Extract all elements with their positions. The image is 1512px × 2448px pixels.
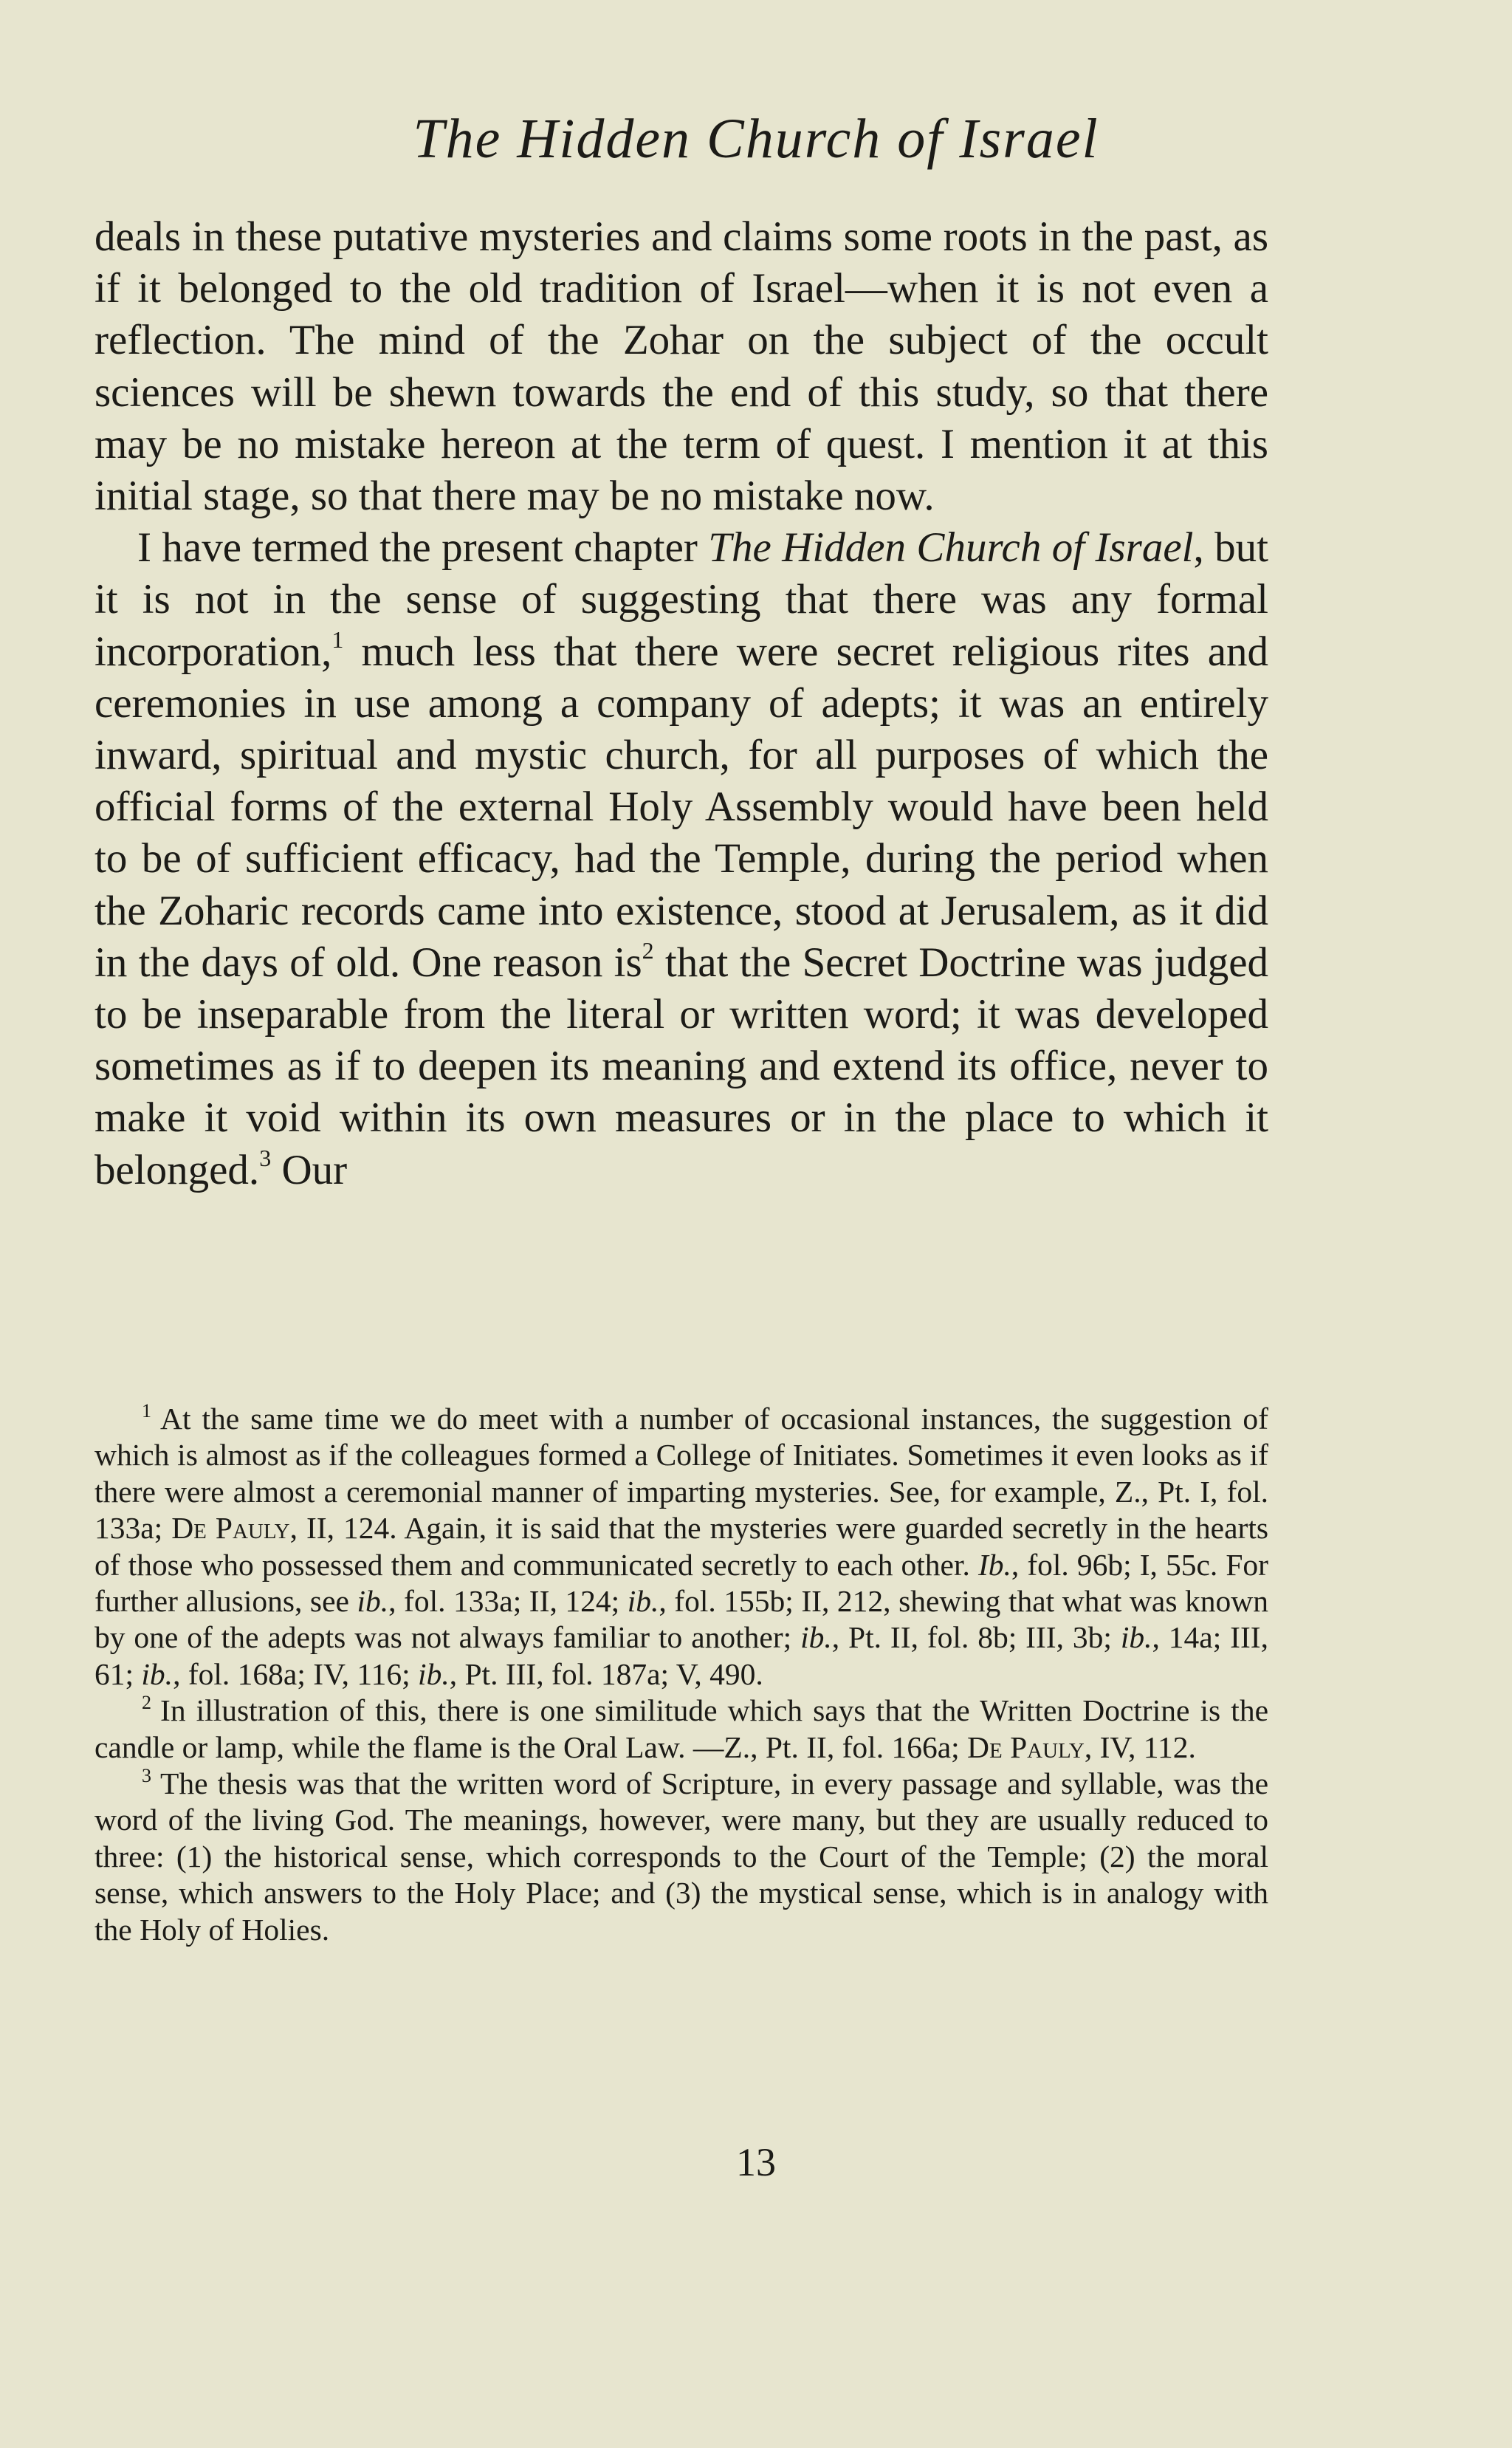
- footnote-reference-2[interactable]: 2: [642, 936, 654, 964]
- footnote-text: At the same time we do meet with a number of occasional instances, the suggestion of which is almost as if the colleagues formed a College of Initiates. Sometimes it even looks as if there were almost a ceremonial manner of imparting mysteries. See, for example, Z., Pt. I, fol. 133a;: [94, 1402, 1268, 1546]
- footnote-text: , fol. 155b; II, 212, shewing that what was known by one of the adepts was not always familiar to another;: [94, 1584, 1268, 1655]
- ibid-abbrev: ib.: [141, 1656, 173, 1691]
- footnote-text: , fol. 168a; IV, 116;: [173, 1656, 419, 1691]
- footnote-text: In illustration of this, there is one similitude which says that the Written Doctrine is the candle or lamp, while the flame is the Oral Law. —Z., Pt. II, fol. 166a;: [94, 1693, 1268, 1764]
- footnote-reference-3[interactable]: 3: [259, 1144, 272, 1171]
- footnote-text: , II, 124. Again, it is said that the mysteries were guarded secretly in the hearts of those who possessed them and communicated secretly to each other.: [94, 1511, 1268, 1582]
- footnote-text: , 14a; III, 61;: [94, 1620, 1268, 1691]
- footnote-marker: 3: [142, 1765, 151, 1787]
- footnote-text: , Pt. III, fol. 187a; V, 490.: [449, 1656, 763, 1691]
- ibid-abbrev: ib.: [418, 1656, 450, 1691]
- footnotes: [94, 1401, 1268, 1948]
- author-name: De Pauly: [967, 1729, 1085, 1764]
- ibid-abbrev: ib.: [357, 1584, 389, 1619]
- footnote-2: [94, 1693, 1268, 1766]
- footnote-text: , Pt. II, fol. 8b; III, 3b;: [831, 1620, 1121, 1655]
- footnote-text: , fol. 133a; II, 124;: [388, 1584, 628, 1619]
- paragraph-2-text: much less that there were secret religious rites and ceremonies in use among a company of adepts; it was an entirely inward, spiritual and mystic church, for all purposes of which the official forms of the external Holy Assembly would have been held to be of sufficient efficacy, had the Temple, during the period when the Zoharic records came into existence, stood at Jerusalem, as it did in the days of old. One reason is: [94, 628, 1268, 986]
- paragraph-1: deals in these putative mysteries and claims some roots in the past, as if it belonged to the old tradition of Israel—when it is not even a reflection. The mind of the Zohar on the subject of the occult sciences will be shewn towards the end of this study, so that there may be no mistake hereon at the term of quest. I mention it at this initial stage, so that there may be no mistake now.: [94, 213, 1268, 520]
- running-head: The Hidden Church of Israel: [413, 108, 1099, 170]
- footnote-text: , IV, 112.: [1084, 1729, 1196, 1764]
- paragraph-2-text: I have termed the present chapter: [137, 524, 709, 572]
- page-number: 13: [736, 2140, 776, 2184]
- paragraph-2: [94, 522, 1268, 1196]
- footnote-text: The thesis was that the written word of Scripture, in every passage and syllable, was the word of the living God. The meanings, however, were many, but they are usually reduced to three: (1) the historical sense, which corresponds to the Court of the Temple; (2) the moral sense, which answers to the Holy Place; and (3) the mystical sense, which is in analogy with the Holy of Holies.: [94, 1766, 1268, 1947]
- paragraph-2-text: that the Secret Doctrine was judged to be inseparable from the literal or written word; it was developed sometimes as if to deepen its meaning and extend its office, never to make it void within its own measures or in the place to which it belonged.: [94, 939, 1268, 1193]
- footnote-3: [94, 1766, 1268, 1948]
- ibid-abbrev: Ib.: [977, 1547, 1011, 1582]
- ibid-abbrev: ib.: [1120, 1620, 1152, 1655]
- ibid-abbrev: ib.: [627, 1584, 659, 1619]
- footnote-reference-1[interactable]: 1: [331, 625, 344, 653]
- paragraph-2-text: , but it is not in the sense of suggesting that there was any formal incorporation,: [94, 524, 1268, 675]
- paragraph-2-text: Our: [271, 1146, 348, 1193]
- footnote-text: , fol. 96b; I, 55c. For further allusions, see: [94, 1547, 1268, 1619]
- author-name: De Pauly: [171, 1511, 290, 1546]
- footnote-marker: 1: [142, 1400, 151, 1422]
- chapter-title-italic: The Hidden Church of Israel: [708, 524, 1194, 572]
- footnote-1: [94, 1401, 1268, 1693]
- ibid-abbrev: ib.: [800, 1620, 832, 1655]
- body-text: [94, 211, 1268, 1196]
- footnote-marker: 2: [142, 1692, 151, 1714]
